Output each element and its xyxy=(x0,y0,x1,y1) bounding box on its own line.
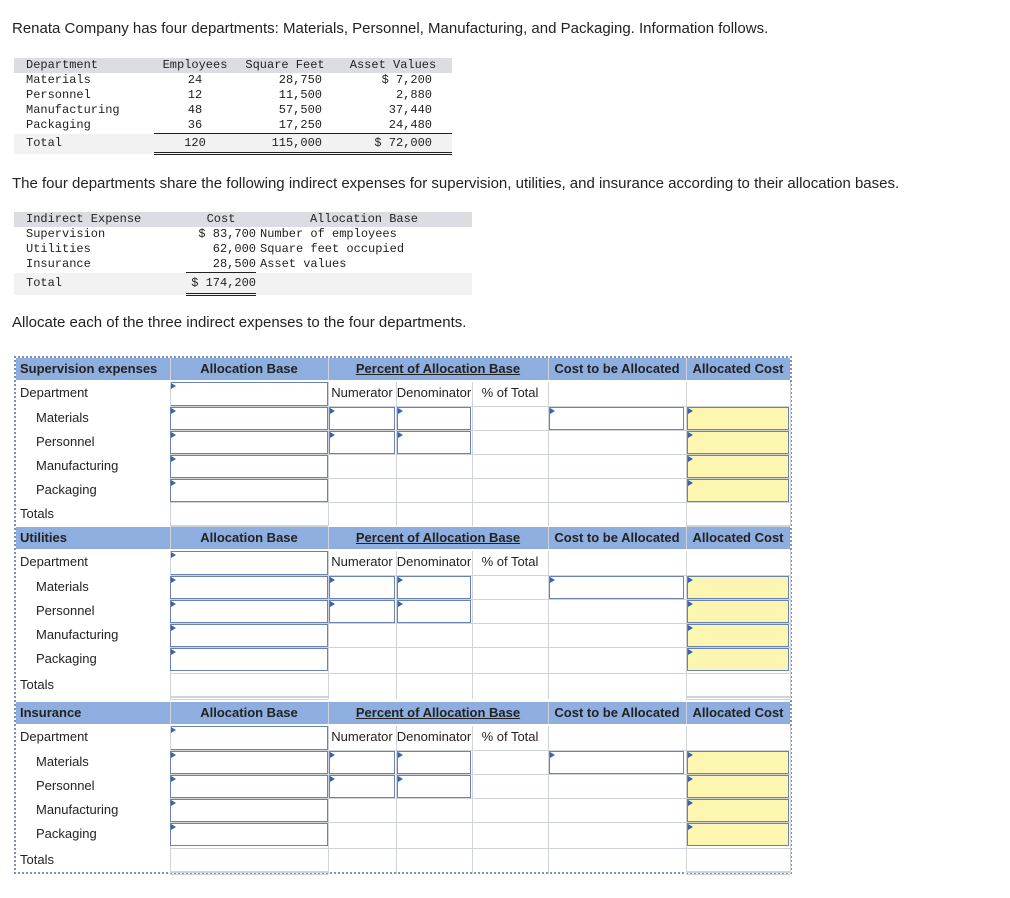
grid-line xyxy=(686,871,790,873)
department-table xyxy=(14,58,452,155)
grid-line xyxy=(170,871,328,873)
denominator-input[interactable] xyxy=(397,407,471,430)
allocated-cost-input[interactable] xyxy=(687,455,789,478)
totals-label: Totals xyxy=(20,506,54,521)
input-marker-icon xyxy=(171,456,176,462)
allocation-base-input[interactable] xyxy=(170,648,328,671)
grid-line xyxy=(396,726,397,874)
numerator-input[interactable] xyxy=(329,600,395,623)
th-square-feet: Square Feet xyxy=(236,58,334,73)
input-marker-icon xyxy=(330,432,335,438)
dept-row-label: Manufacturing xyxy=(36,802,119,817)
grid-line xyxy=(686,874,790,875)
allocated-cost-input[interactable] xyxy=(687,576,789,599)
shared-expenses-text: The four departments share the following indirect expenses for supervision, utilities, and insurance according to their allocation bases. xyxy=(12,175,900,192)
col-percent-allocation: Percent of Allocation Base xyxy=(355,530,521,545)
dept-row-label: Materials xyxy=(36,579,89,594)
th-employees: Employees xyxy=(154,58,236,73)
allocated-cost-input[interactable] xyxy=(687,775,789,798)
intro-text: Renata Company has four departments: Materials, Personnel, Manufacturing, and Packaging. Information follows. xyxy=(12,20,769,37)
allocated-cost-input[interactable] xyxy=(687,648,789,671)
sub-denominator: Denominator xyxy=(396,554,472,569)
input-marker-icon xyxy=(171,383,176,389)
allocation-base-input[interactable] xyxy=(170,624,328,647)
dept-row-label: Personnel xyxy=(36,603,95,618)
grid-line xyxy=(686,527,687,549)
table-row: Supervision $ 83,700 Number of employees xyxy=(26,227,397,241)
grid-line xyxy=(328,527,329,549)
allocation-base-input[interactable] xyxy=(170,407,328,430)
input-marker-icon xyxy=(688,625,693,631)
grid-line xyxy=(328,726,329,874)
grid-line xyxy=(170,527,171,549)
grid-line xyxy=(170,702,171,724)
cost-to-allocate-input[interactable] xyxy=(549,407,684,430)
input-marker-icon xyxy=(171,625,176,631)
input-marker-icon xyxy=(550,752,555,758)
dept-row-label: Materials xyxy=(36,410,89,425)
table-row: Insurance 28,500 Asset values xyxy=(26,257,347,272)
input-marker-icon xyxy=(550,577,555,583)
input-marker-icon xyxy=(688,480,693,486)
grid-line xyxy=(328,702,329,724)
dept-row-label: Packaging xyxy=(36,482,97,497)
grid-line xyxy=(170,358,171,380)
table-row: Manufacturing 48 57,500 37,440 xyxy=(26,103,432,117)
sub-numerator: Numerator xyxy=(331,554,393,569)
input-marker-icon xyxy=(688,408,693,414)
allocation-base-header-input[interactable] xyxy=(170,382,328,406)
sub-denominator: Denominator xyxy=(396,729,472,744)
grid-line xyxy=(686,358,687,380)
sub-numerator: Numerator xyxy=(331,729,393,744)
grid-line xyxy=(686,696,790,698)
grid-line xyxy=(686,702,687,724)
grid-line xyxy=(170,673,790,674)
allocation-base-input[interactable] xyxy=(170,799,328,822)
grid-line xyxy=(790,551,791,699)
table-total-row: Total $ 174,200 xyxy=(14,273,472,295)
table-row: Materials 24 28,750 $ 7,200 xyxy=(26,73,432,87)
table-total-row: Total 120 115,000 $ 72,000 xyxy=(14,134,452,154)
numerator-input[interactable] xyxy=(329,407,395,430)
grid-line xyxy=(396,551,397,699)
col-allocation-base: Allocation Base xyxy=(200,530,298,545)
denominator-input[interactable] xyxy=(397,751,471,774)
input-marker-icon xyxy=(398,408,403,414)
input-marker-icon xyxy=(330,577,335,583)
allocated-cost-input[interactable] xyxy=(687,431,789,454)
input-marker-icon xyxy=(688,456,693,462)
numerator-input[interactable] xyxy=(329,576,395,599)
th-department: Department xyxy=(14,58,154,73)
sub-percent-total: % of Total xyxy=(481,729,539,744)
col-cost-to-allocate: Cost to be Allocated xyxy=(554,361,680,376)
grid-line xyxy=(548,702,549,724)
allocated-cost-input[interactable] xyxy=(687,479,789,502)
input-marker-icon xyxy=(688,577,693,583)
col-allocation-base: Allocation Base xyxy=(200,705,298,720)
col-allocation-base: Allocation Base xyxy=(200,361,298,376)
grid-line xyxy=(790,382,791,526)
denominator-input[interactable] xyxy=(397,775,471,798)
department-label: Department xyxy=(20,729,88,744)
grid-line xyxy=(472,726,473,874)
allocated-cost-input[interactable] xyxy=(687,600,789,623)
input-marker-icon xyxy=(688,752,693,758)
allocation-base-input[interactable] xyxy=(170,431,328,454)
section-title-utilities: Utilities xyxy=(20,530,67,545)
input-marker-icon xyxy=(171,649,176,655)
grid-line xyxy=(170,874,328,875)
allocation-base-input[interactable] xyxy=(170,600,328,623)
grid-line xyxy=(548,726,549,874)
denominator-input[interactable] xyxy=(397,576,471,599)
dept-row-label: Personnel xyxy=(36,778,95,793)
input-marker-icon xyxy=(171,480,176,486)
table-row: Packaging 36 17,250 24,480 xyxy=(14,118,452,134)
input-marker-icon xyxy=(330,776,335,782)
th-cost: Cost xyxy=(186,212,256,227)
input-marker-icon xyxy=(688,601,693,607)
input-marker-icon xyxy=(171,432,176,438)
table-row: Utilities 62,000 Square feet occupied xyxy=(26,242,405,256)
grid-line xyxy=(548,358,549,380)
input-marker-icon xyxy=(688,800,693,806)
grid-line xyxy=(548,551,549,699)
dept-row-label: Manufacturing xyxy=(36,627,119,642)
col-cost-to-allocate: Cost to be Allocated xyxy=(554,530,680,545)
allocation-base-input[interactable] xyxy=(170,479,328,502)
grid-line xyxy=(328,358,329,380)
input-marker-icon xyxy=(398,432,403,438)
allocated-cost-input[interactable] xyxy=(687,624,789,647)
dept-row-label: Manufacturing xyxy=(36,458,119,473)
col-cost-to-allocate: Cost to be Allocated xyxy=(554,705,680,720)
numerator-input[interactable] xyxy=(329,431,395,454)
input-marker-icon xyxy=(171,752,176,758)
grid-line xyxy=(472,551,473,699)
department-label: Department xyxy=(20,385,88,400)
input-marker-icon xyxy=(171,577,176,583)
input-marker-icon xyxy=(171,552,176,558)
input-marker-icon xyxy=(398,776,403,782)
input-marker-icon xyxy=(330,601,335,607)
col-allocated-cost: Allocated Cost xyxy=(692,705,784,720)
input-marker-icon xyxy=(688,776,693,782)
dept-row-label: Packaging xyxy=(36,651,97,666)
totals-label: Totals xyxy=(20,852,54,867)
instruction-text: Allocate each of the three indirect expenses to the four departments. xyxy=(12,314,467,331)
input-marker-icon xyxy=(171,776,176,782)
dept-row-label: Personnel xyxy=(36,434,95,449)
numerator-input[interactable] xyxy=(329,775,395,798)
denominator-input[interactable] xyxy=(397,431,471,454)
input-marker-icon xyxy=(688,649,693,655)
input-marker-icon xyxy=(550,408,555,414)
grid-line xyxy=(686,699,790,700)
sub-numerator: Numerator xyxy=(331,385,393,400)
th-indirect-expense: Indirect Expense xyxy=(14,212,186,227)
th-asset-values: Asset Values xyxy=(334,58,452,73)
input-marker-icon xyxy=(171,800,176,806)
col-allocated-cost: Allocated Cost xyxy=(692,361,784,376)
input-marker-icon xyxy=(330,408,335,414)
section-title-supervision: Supervision expenses xyxy=(20,361,158,376)
grid-line xyxy=(170,699,328,700)
department-label: Department xyxy=(20,554,88,569)
grid-line xyxy=(170,502,790,503)
grid-line xyxy=(170,696,328,698)
totals-label: Totals xyxy=(20,677,54,692)
grid-line xyxy=(170,848,790,849)
input-marker-icon xyxy=(398,577,403,583)
input-marker-icon xyxy=(688,824,693,830)
input-marker-icon xyxy=(171,408,176,414)
input-marker-icon xyxy=(171,824,176,830)
allocated-cost-input[interactable] xyxy=(687,823,789,846)
grid-line xyxy=(328,551,329,699)
allocated-cost-input[interactable] xyxy=(687,407,789,430)
allocation-base-header-input[interactable] xyxy=(170,551,328,575)
th-allocation-base: Allocation Base xyxy=(256,212,472,227)
allocation-base-input[interactable] xyxy=(170,775,328,798)
denominator-input[interactable] xyxy=(397,600,471,623)
sub-percent-total: % of Total xyxy=(481,554,539,569)
allocation-base-header-input[interactable] xyxy=(170,726,328,750)
allocation-base-input[interactable] xyxy=(170,751,328,774)
input-marker-icon xyxy=(171,601,176,607)
dept-row-label: Materials xyxy=(36,754,89,769)
allocation-base-input[interactable] xyxy=(170,455,328,478)
table-row: Personnel 12 11,500 2,880 xyxy=(26,88,432,102)
input-marker-icon xyxy=(171,727,176,733)
sub-percent-total: % of Total xyxy=(481,385,539,400)
allocated-cost-input[interactable] xyxy=(687,751,789,774)
col-percent-allocation: Percent of Allocation Base xyxy=(355,361,521,376)
expense-table xyxy=(14,212,472,296)
numerator-input[interactable] xyxy=(329,751,395,774)
allocation-base-input[interactable] xyxy=(170,823,328,846)
input-marker-icon xyxy=(688,432,693,438)
dept-row-label: Packaging xyxy=(36,826,97,841)
col-percent-allocation: Percent of Allocation Base xyxy=(355,705,521,720)
cost-to-allocate-input[interactable] xyxy=(549,576,684,599)
cost-to-allocate-input[interactable] xyxy=(549,751,684,774)
grid-line xyxy=(790,726,791,874)
grid-line xyxy=(548,527,549,549)
input-marker-icon xyxy=(398,601,403,607)
input-marker-icon xyxy=(330,752,335,758)
allocated-cost-input[interactable] xyxy=(687,799,789,822)
allocation-worksheet xyxy=(14,356,792,874)
allocation-base-input[interactable] xyxy=(170,576,328,599)
input-marker-icon xyxy=(398,752,403,758)
sub-denominator: Denominator xyxy=(396,385,472,400)
section-title-insurance: Insurance xyxy=(20,705,82,720)
col-allocated-cost: Allocated Cost xyxy=(692,530,784,545)
